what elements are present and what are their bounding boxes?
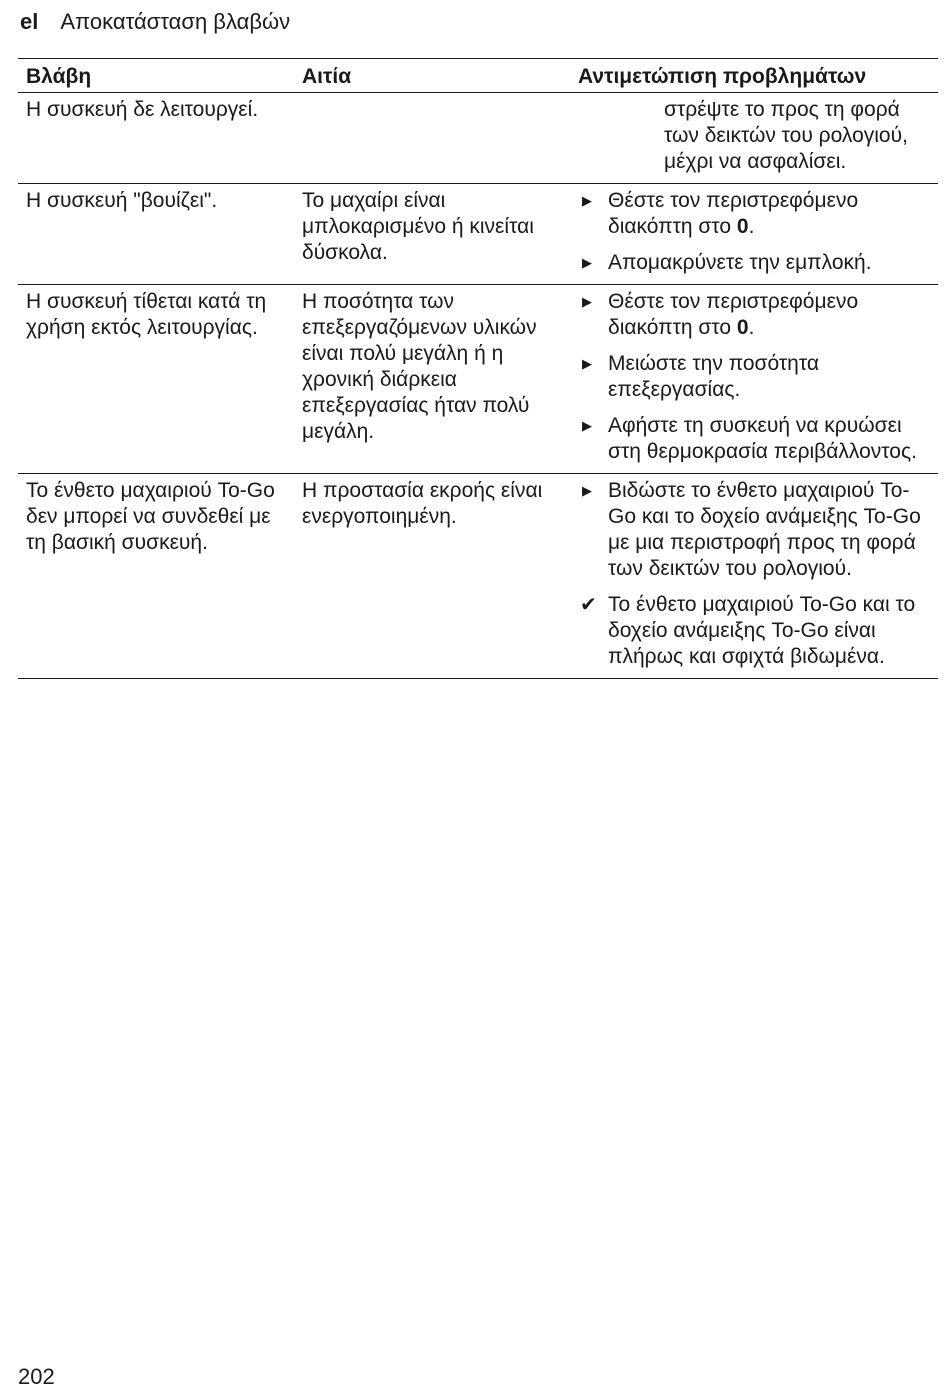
table-row (18, 285, 938, 474)
step-text: Μειώστε την ποσότητα επεξεργασίας. (608, 352, 820, 401)
remedy-step (578, 351, 930, 403)
triangle-right-icon: ▶ (582, 255, 592, 270)
fault-cell: Το ένθετο μαχαιριού To-Go δεν μπορεί να συνδεθεί με τη βασική συσκευή. (18, 474, 294, 679)
step-text: Απομακρύνετε την εμπλοκή. (608, 251, 872, 274)
remedy-continuation: στρέψτε το προς τη φορά των δεικτών του ρολογιού, μέχρι να ασφαλίσει. (664, 98, 908, 173)
page-number: 202 (18, 1364, 55, 1389)
cause-cell: Η ποσότητα των επεξεργαζόμενων υλικών είναι πολύ μεγάλη ή η χρονική διάρκεια επεξεργασίας ήταν πολύ μεγάλη. (294, 285, 570, 474)
switch-setting: 0 (736, 215, 749, 238)
table-row (18, 184, 938, 285)
checkmark-icon: ✔ (580, 594, 597, 616)
remedy-cell (570, 93, 938, 184)
triangle-right-icon: ▶ (582, 294, 592, 309)
step-text: Βιδώστε το ένθετο μαχαιριού To-Go και το δοχείο ανάμειξης To-Go με μια περιστροφή προς τη φορά των δεικτών του ρολογιού. (608, 479, 921, 580)
language-code: el (20, 9, 39, 34)
triangle-right-icon: ▶ (582, 418, 592, 433)
cause-cell (294, 93, 570, 184)
triangle-right-icon: ▶ (582, 356, 592, 371)
step-text: Θέστε τον περιστρεφόμενο διακόπτη στο (608, 189, 859, 238)
troubleshooting-table (18, 58, 938, 679)
remedy-result (578, 592, 930, 670)
fault-cell: Η συσκευή "βουίζει". (18, 184, 294, 285)
cause-cell: Η προστασία εκροής είναι ενεργοποιημένη. (294, 474, 570, 679)
remedy-step (578, 250, 930, 276)
step-end: . (748, 215, 755, 238)
switch-setting: 0 (736, 316, 749, 339)
remedy-steps (578, 478, 930, 670)
cause-cell: Το μαχαίρι είναι μπλοκαρισμένο ή κινείται δύσκολα. (294, 184, 570, 285)
remedy-cell (570, 285, 938, 474)
remedy-step (578, 188, 930, 240)
table-row (18, 474, 938, 679)
remedy-step (578, 413, 930, 465)
column-header-fault: Βλάβη (18, 59, 294, 93)
table-header-row (18, 59, 938, 93)
step-text: Αφήστε τη συσκευή να κρυώσει στη θερμοκρασία περιβάλλοντος. (608, 414, 917, 463)
remedy-steps (578, 188, 930, 276)
remedy-cell (570, 184, 938, 285)
remedy-step (578, 289, 930, 341)
fault-cell: Η συσκευή τίθεται κατά τη χρήση εκτός λειτουργίας. (18, 285, 294, 474)
result-text: Το ένθετο μαχαιριού To-Go και το δοχείο ανάμειξης To-Go είναι πλήρως και σφιχτά βιδωμένα. (608, 593, 916, 668)
page-header (20, 8, 290, 36)
step-text: Θέστε τον περιστρεφόμενο διακόπτη στο (608, 290, 859, 339)
column-header-remedy: Αντιμετώπιση προβλημάτων (570, 59, 938, 93)
table-row (18, 93, 938, 184)
remedy-steps (578, 289, 930, 465)
remedy-step (578, 478, 930, 582)
section-title: Αποκατάσταση βλαβών (60, 9, 291, 34)
remedy-cell (570, 474, 938, 679)
step-end: . (748, 316, 755, 339)
triangle-right-icon: ▶ (582, 483, 592, 498)
fault-cell: Η συσκευή δε λειτουργεί. (18, 93, 294, 184)
triangle-right-icon: ▶ (582, 193, 592, 208)
column-header-cause: Αιτία (294, 59, 570, 93)
